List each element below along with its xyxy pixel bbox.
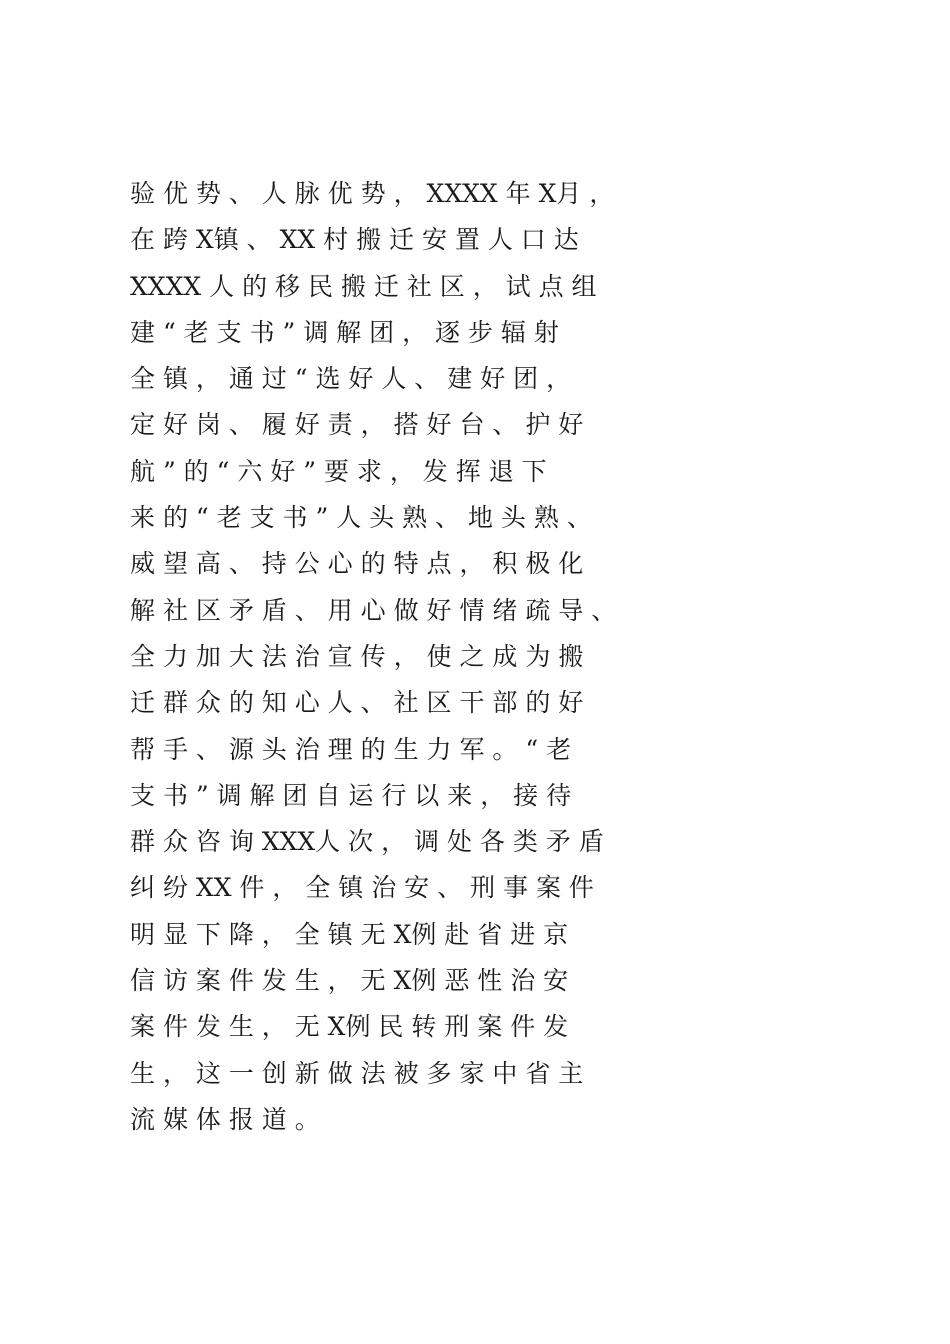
text-line: 定 好 岗 、 履 好 责 ， 搭 好 台 、 护 好 [130,410,584,440]
text-line: 验 优 势 、 人 脉 优 势 ， XXXX 年 X月 ， [130,179,615,208]
text-line: 群 众 咨 询 XXX人 次 ， 调 处 各 类 矛 盾 [130,827,604,857]
text-line: 信 访 案 件 发 生 ， 无 X例 恶 性 治 安 [130,966,569,996]
text-line: 案 件 发 生 ， 无 X例 民 转 刑 案 件 发 [130,1012,569,1042]
text-line: 明 显 下 降 ， 全 镇 无 X例 赴 省 进 京 [130,919,569,949]
text-line: 全 力 加 大 法 治 宣 传 ， 使 之 成 为 搬 [130,641,584,671]
text-line: 解 社 区 矛 盾 、 用 心 做 好 情 绪 疏 导 、 [130,595,617,625]
text-line: 纠 纷 XX 件 ， 全 镇 治 安 、 刑 事 案 件 [130,873,594,903]
text-line: 威 望 高 、 持 公 心 的 特 点 ， 积 极 化 [130,549,584,579]
text-line: 来 的 “ 老 支 书 ” 人 头 熟 、 地 头 熟 、 [130,503,592,533]
text-line: 支 书 ” 调 解 团 自 运 行 以 来 ， 接 待 [130,780,572,810]
body-paragraph [130,175,830,1147]
text-line: XXXX 人 的 移 民 搬 迁 社 区 ， 试 点 组 [130,271,597,301]
text-line: 建 “ 老 支 书 ” 调 解 团 ， 逐 步 辐 射 [130,317,559,347]
text-line: 帮 手 、 源 头 治 理 的 生 力 军 。 “ 老 [130,734,572,764]
text-line: 生 ， 这 一 创 新 做 法 被 多 家 中 省 主 [130,1058,584,1088]
text-line: 在 跨 X镇 、 XX 村 搬 迁 安 置 人 口 达 [130,225,579,255]
text-line: 流 媒 体 报 道 。 [130,1104,320,1134]
text-line: 全 镇 ， 通 过 “ 选 好 人 、 建 好 团 ， [130,364,572,394]
text-line: 航 ” 的 “ 六 好 ” 要 求 ， 发 挥 退 下 [130,456,547,486]
text-line: 迁 群 众 的 知 心 人 、 社 区 干 部 的 好 [130,688,584,718]
